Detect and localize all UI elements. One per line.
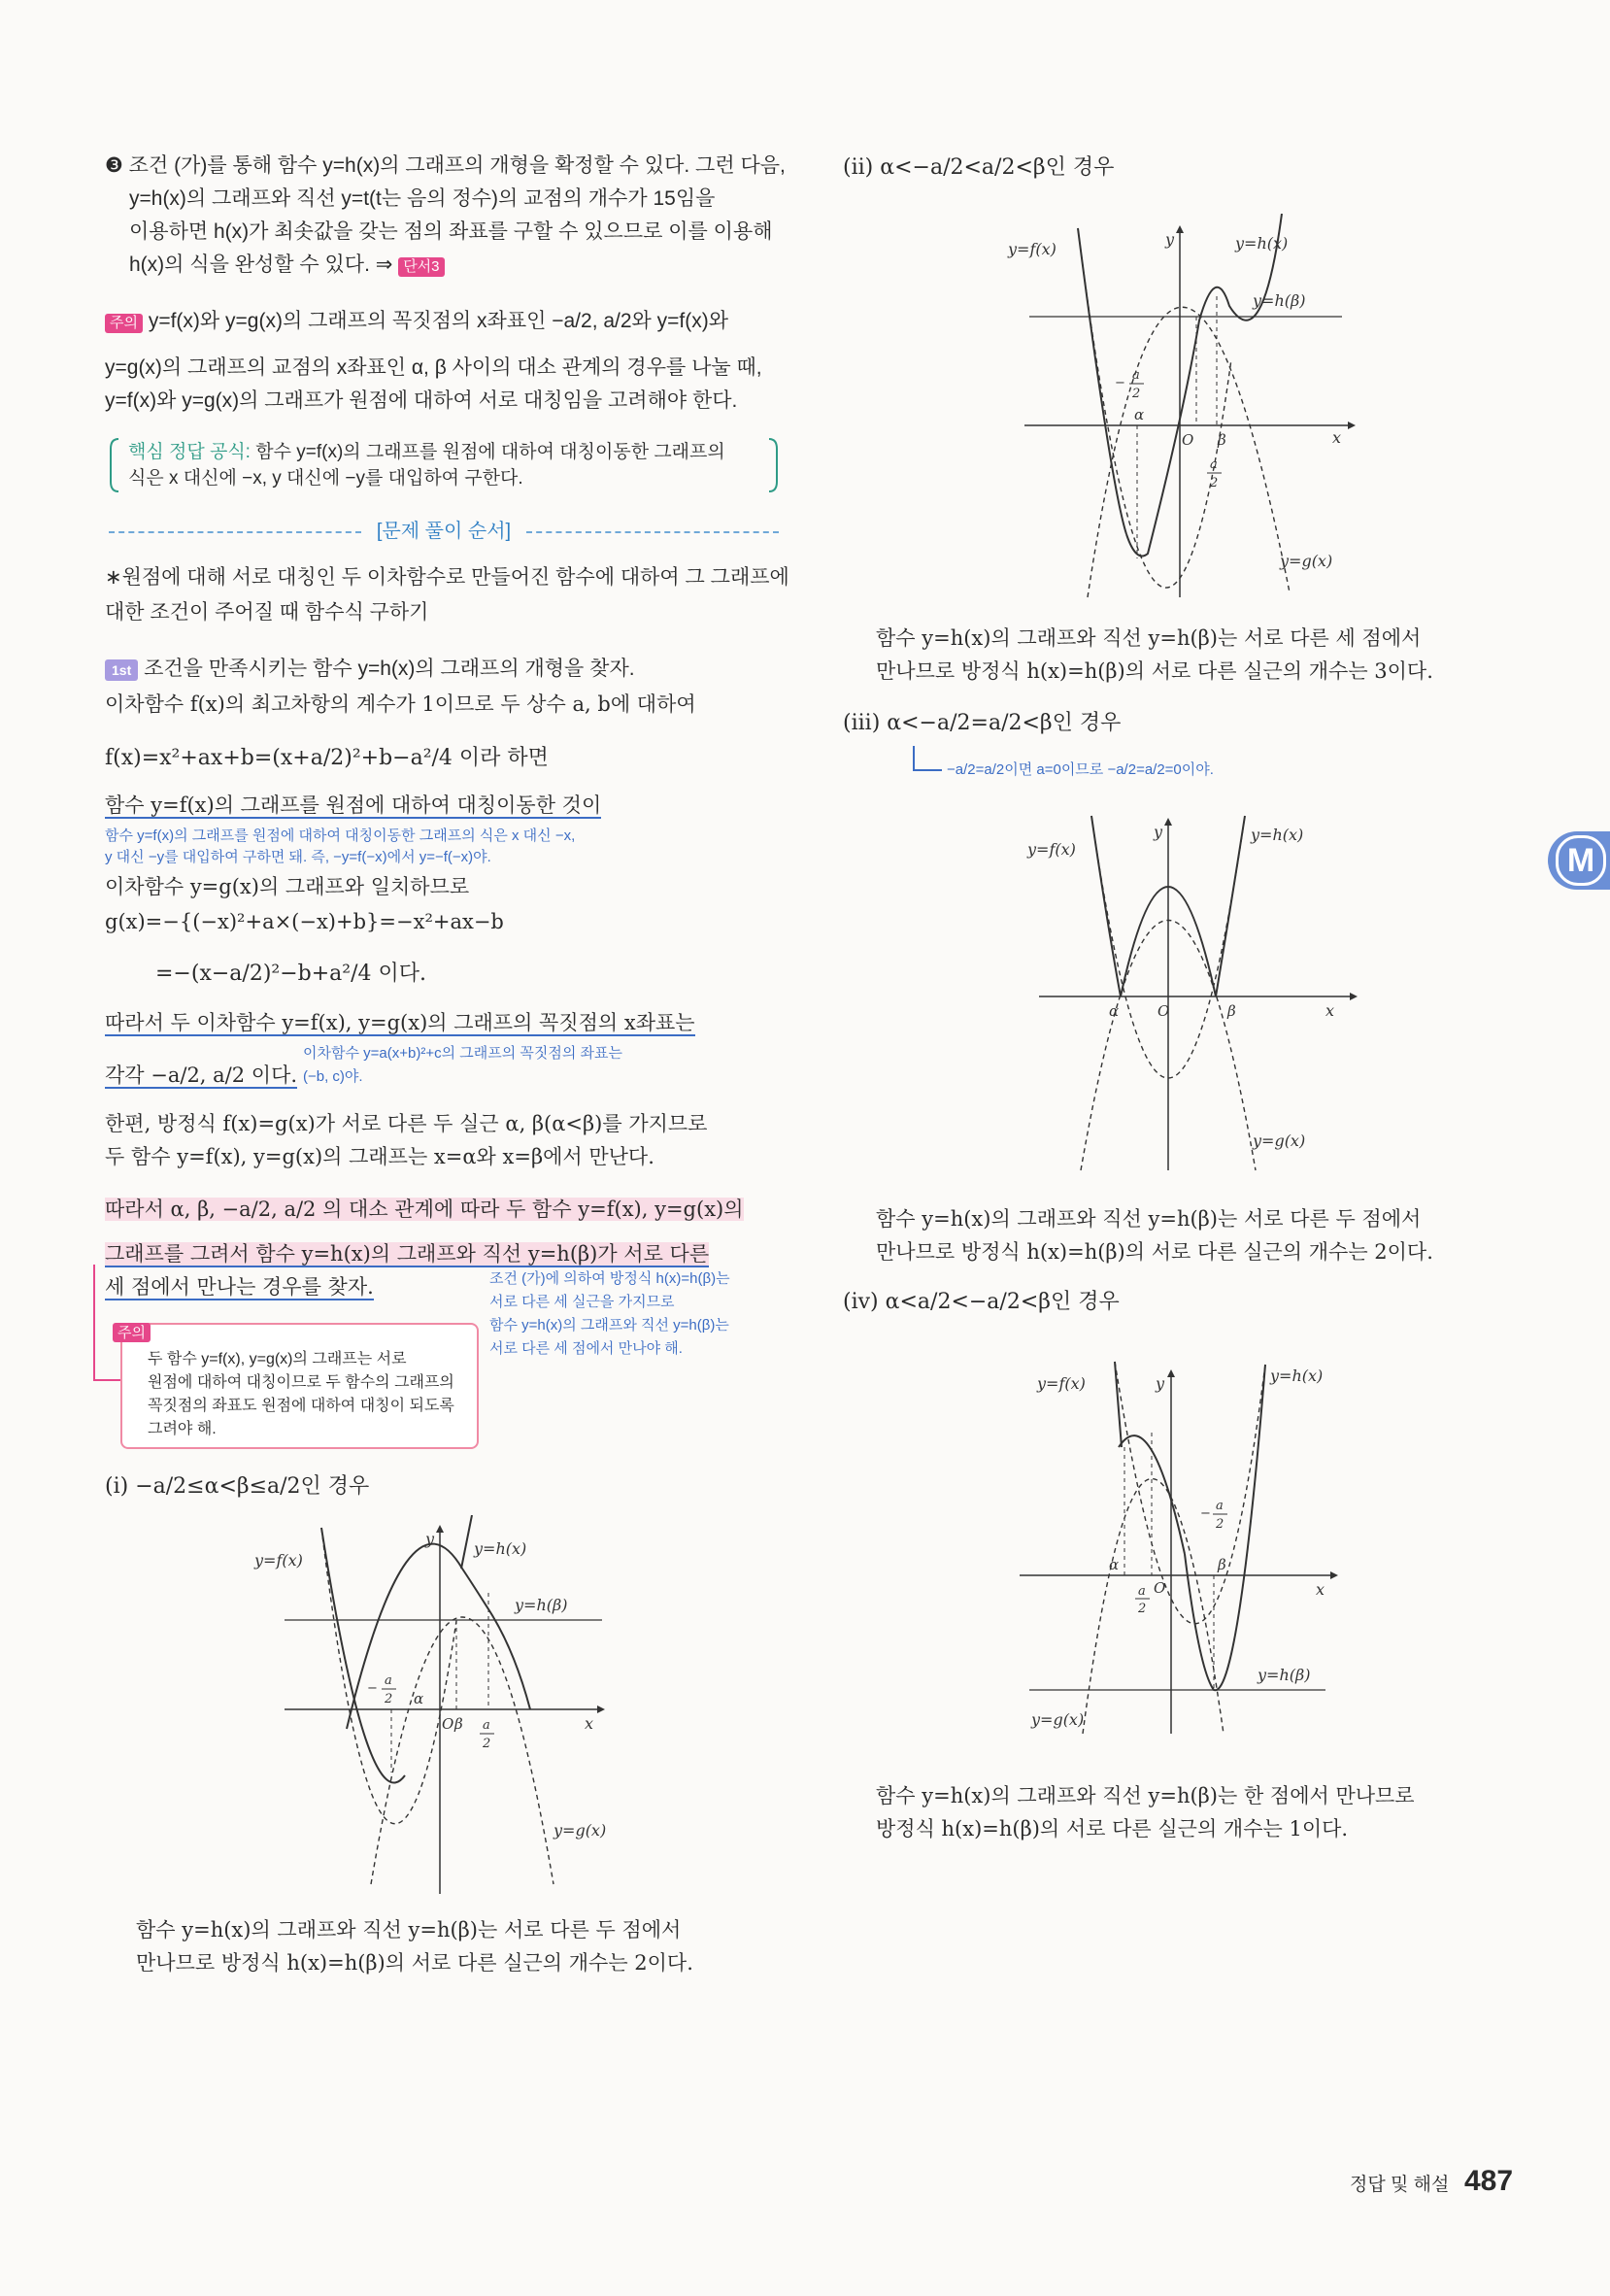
step1-note8: 서로 다른 세 점에서 만나야 해. — [489, 1340, 683, 1357]
label-O: O — [1157, 1002, 1170, 1020]
x-arrow — [1330, 1571, 1338, 1579]
step1-note3: 이차함수 y=a(x+b)²+c의 그래프의 꼭짓점의 좌표는 — [303, 1045, 622, 1062]
label-y: y — [1154, 823, 1163, 841]
label-alpha: α — [1134, 406, 1145, 423]
case1-conclusion1: 함수 y=h(x)의 그래프와 직선 y=h(β)는 서로 다른 두 점에서 — [136, 1918, 682, 1941]
hint3-tag: 단서3 — [398, 257, 444, 277]
y-arrow — [436, 1525, 444, 1533]
para3-line1: ❸ 조건 (가)를 통해 함수 y=h(x)의 그래프의 개형을 확정할 수 있다. 그런 다음, — [105, 154, 786, 177]
step1-title-text: 조건을 만족시키는 함수 y=h(x)의 그래프의 개형을 찾자. — [144, 658, 635, 680]
g-curve-dashed — [371, 1617, 553, 1884]
label-yf: y=f(x) — [1008, 240, 1057, 258]
step1-l9: 한편, 방정식 f(x)=g(x)가 서로 다른 두 실근 α, β(α<β)를 가지므로 — [105, 1112, 708, 1135]
label-neg: − — [1200, 1506, 1211, 1521]
step1-l7-text: 따라서 두 이차함수 y=f(x), y=g(x)의 그래프의 꼭짓점의 x좌표는 — [105, 1011, 695, 1034]
section-tab-label: M — [1556, 835, 1606, 886]
para3-line3: 이용하면 h(x)가 최솟값을 갖는 점의 좌표를 구할 수 있으므로 이를 이용해 — [129, 220, 773, 243]
graph-case3 — [1010, 806, 1369, 1175]
formula-line1 — [128, 439, 725, 465]
label-yh: y=h(x) — [1270, 1367, 1324, 1385]
caution2-l4: 그려야 해. — [148, 1421, 217, 1437]
order-title-row — [109, 518, 779, 547]
step1-l1: 이차함수 f(x)의 최고차항의 계수가 1이므로 두 상수 a, b에 대하여 — [105, 692, 696, 716]
label-O: O — [1154, 1579, 1166, 1597]
label-yg: y=g(x) — [1253, 1131, 1306, 1150]
formula-line2: 식은 x 대신에 −x, y 대신에 −y를 대입하여 구한다. — [128, 468, 523, 489]
step1-note4: (−b, c)야. — [303, 1068, 363, 1085]
step1-note2: y 대신 −y를 대입하여 구하면 돼. 즉, −y=f(−x)에서 y=−f(−x)야. — [105, 849, 491, 865]
step1-note6: 서로 다른 세 실근을 가지므로 — [489, 1294, 675, 1310]
step1-l12-text: 그래프를 그려서 함수 y=h(x)의 그래프와 직선 y=h(β)가 서로 다른 — [105, 1242, 710, 1266]
label-yg: y=g(x) — [1031, 1710, 1085, 1729]
label-den1: 2 — [385, 1692, 393, 1706]
label-O: O — [1182, 431, 1194, 449]
formula-line1-text: 함수 y=f(x)의 그래프를 원점에 대하여 대칭이동한 그래프의 — [255, 442, 725, 462]
x-arrow — [1350, 993, 1358, 1000]
step1-l2: f(x)=x²+ax+b=(x+a/2)²+b−a²/4 이라 하면 — [105, 746, 549, 770]
caution2-l2: 원점에 대하여 대칭이므로 두 함수의 그래프의 — [148, 1374, 454, 1391]
label-den-neg: 2 — [1216, 1517, 1224, 1532]
label-x: x — [585, 1714, 594, 1733]
caution2-connector-h — [93, 1379, 122, 1381]
label-yg: y=g(x) — [553, 1821, 607, 1840]
case3-note-connector — [913, 746, 915, 771]
f-curve-solid-left — [1115, 1362, 1122, 1447]
label-y: y — [425, 1530, 435, 1548]
label-yg: y=g(x) — [1280, 552, 1333, 570]
page-number: 487 — [1464, 2165, 1514, 2197]
caution1-line1-text: y=f(x)와 y=g(x)의 그래프의 꼭짓점의 x좌표인 −a/2, a/2와 y=f(x)와 — [148, 310, 729, 332]
footer-label: 정답 및 해설 — [1350, 2175, 1450, 2195]
case3-note: −a/2=a/2이면 a=0이므로 −a/2=a/2=0이야. — [947, 761, 1214, 778]
graph-case2 — [990, 214, 1359, 602]
label-num2: a — [483, 1718, 490, 1733]
label-beta: β — [1218, 431, 1226, 449]
case2-conclusion2: 만나므로 방정식 h(x)=h(β)의 서로 다른 실근의 개수는 3이다. — [876, 659, 1433, 683]
caution2-l3: 꼭짓점의 좌표도 원점에 대하여 대칭이 되도록 — [148, 1398, 454, 1414]
label-y: y — [1156, 1374, 1165, 1393]
label-num1: a — [385, 1673, 392, 1688]
label-yhb: y=h(β) — [1253, 291, 1306, 310]
formula-box — [109, 437, 779, 493]
step1-title — [105, 653, 635, 686]
order-dash-left — [109, 531, 361, 533]
formula-label: 핵심 정답 공식: — [128, 442, 251, 462]
case3-conclusion1: 함수 y=h(x)의 그래프와 직선 y=h(β)는 서로 다른 두 점에서 — [876, 1207, 1422, 1231]
step1-l10: 두 함수 y=f(x), y=g(x)의 그래프는 x=α와 x=β에서 만난다. — [105, 1145, 654, 1168]
f-curve-solid-right — [1216, 816, 1245, 996]
h-curve-upper — [461, 1515, 472, 1569]
g-curve-dashed — [1088, 307, 1290, 597]
y-arrow — [1176, 225, 1184, 233]
label-num-a2: a — [1138, 1584, 1146, 1599]
step1-note7: 함수 y=h(x)의 그래프와 직선 y=h(β)는 — [489, 1317, 729, 1334]
para3-line2: y=h(x)의 그래프와 직선 y=t(t는 음의 정수)의 교점의 개수가 15임을 — [129, 187, 716, 210]
label-yhb: y=h(β) — [1258, 1666, 1311, 1684]
caution1-line3: y=f(x)와 y=g(x)의 그래프가 원점에 대하여 서로 대칭임을 고려해야 한다. — [105, 389, 738, 412]
label-x: x — [1332, 428, 1342, 447]
label-num2: a — [1210, 457, 1218, 472]
summary-line2: 대한 조건이 주어질 때 함수식 구하기 — [105, 601, 429, 624]
label-x: x — [1316, 1580, 1325, 1599]
x-arrow — [1348, 422, 1356, 429]
para3-line4 — [129, 249, 445, 282]
section-tab[interactable] — [1548, 831, 1610, 890]
label-x: x — [1325, 1001, 1335, 1020]
case3-conclusion2: 만나므로 방정식 h(x)=h(β)의 서로 다른 실근의 개수는 2이다. — [876, 1240, 1433, 1264]
caution2-connector — [93, 1265, 95, 1381]
label-den2: 2 — [483, 1737, 491, 1751]
case3-note-connector-h — [913, 769, 942, 771]
step1-note5: 조건 (가)에 의하여 방정식 h(x)=h(β)는 — [489, 1270, 730, 1287]
f-curve-solid-left — [1091, 816, 1121, 996]
case1-title: (i) −a/2≤α<β≤a/2인 경우 — [105, 1474, 370, 1499]
step1-l3-text: 함수 y=f(x)의 그래프를 원점에 대하여 대칭이동한 것이 — [105, 793, 602, 817]
step1-l8 — [105, 1059, 297, 1092]
label-yhb: y=h(β) — [515, 1596, 568, 1614]
label-num1: a — [1132, 368, 1140, 383]
step1-l8-text: 각각 −a/2, a/2 이다. — [105, 1064, 298, 1087]
step1-l13-text: 세 점에서 만나는 경우를 찾자. — [105, 1275, 374, 1299]
caution1-line2: y=g(x)의 그래프의 교점의 x좌표인 α, β 사이의 대소 관계의 경우를 나눌 때, — [105, 356, 762, 379]
step1-badge: 1st — [105, 659, 138, 681]
summary-line1: ∗원점에 대해 서로 대칭인 두 이차함수로 만들어진 함수에 대하여 그 그래프에 — [105, 566, 789, 589]
label-den2: 2 — [1210, 476, 1219, 490]
label-den-a2: 2 — [1138, 1602, 1147, 1616]
case4-conclusion1: 함수 y=h(x)의 그래프와 직선 y=h(β)는 한 점에서 만나므로 — [876, 1784, 1415, 1807]
case3-title: (iii) α<−a/2=a/2<β인 경우 — [843, 711, 1122, 735]
step1-l4: 이차함수 y=g(x)의 그래프와 일치하므로 — [105, 875, 470, 898]
label-alpha: α — [414, 1690, 424, 1707]
f-curve-dashed — [1078, 228, 1231, 588]
step1-l7 — [105, 1006, 695, 1039]
order-title: [문제 풀이 순서] — [376, 521, 512, 542]
label-y: y — [1165, 230, 1175, 249]
step1-l11 — [105, 1193, 744, 1226]
step1-l3 — [105, 789, 601, 822]
graph-case4 — [990, 1350, 1359, 1739]
label-num-neg: a — [1216, 1499, 1224, 1513]
label-yh: y=h(x) — [1235, 234, 1289, 253]
para3-line4-text: h(x)의 식을 완성할 수 있다. ⇒ — [129, 253, 393, 276]
label-beta: β — [1218, 1556, 1226, 1573]
caution1-line1 — [105, 305, 728, 338]
label-yf: y=f(x) — [1037, 1374, 1086, 1393]
label-neg: − — [1115, 376, 1125, 390]
f-curve-solid — [321, 1528, 405, 1783]
y-arrow — [1164, 818, 1172, 826]
step1-l11-text: 따라서 α, β, −a/2, a/2 의 대소 관계에 따라 두 함수 y=f(x), y=g(x)의 — [105, 1198, 744, 1221]
label-alpha: α — [1109, 1556, 1120, 1573]
order-dash-right — [526, 531, 779, 533]
label-O: O — [442, 1715, 454, 1733]
x-arrow — [597, 1705, 605, 1713]
case2-title: (ii) α<−a/2<a/2<β인 경우 — [843, 155, 1115, 180]
label-alpha: α — [1109, 1002, 1120, 1020]
case4-conclusion2: 방정식 h(x)=h(β)의 서로 다른 실근의 개수는 1이다. — [876, 1817, 1349, 1840]
caution2-tag: 주의 — [113, 1323, 151, 1342]
caution2-l1: 두 함수 y=f(x), y=g(x)의 그래프는 서로 — [148, 1351, 407, 1367]
label-yh: y=h(x) — [474, 1539, 527, 1558]
step1-l5: g(x)=−{(−x)²+a×(−x)+b}=−x²+ax−b — [105, 910, 504, 933]
case2-conclusion1: 함수 y=h(x)의 그래프와 직선 y=h(β)는 서로 다른 세 점에서 — [876, 626, 1422, 650]
label-yh: y=h(x) — [1251, 826, 1304, 844]
y-arrow — [1167, 1369, 1175, 1377]
label-den1: 2 — [1132, 387, 1141, 401]
label-yf: y=f(x) — [254, 1551, 303, 1570]
caution2-box — [117, 1323, 479, 1449]
graph-case1 — [243, 1515, 612, 1894]
step1-l12 — [105, 1237, 709, 1270]
step1-note1: 함수 y=f(x)의 그래프를 원점에 대하여 대칭이동한 그래프의 식은 x 대신 −x, — [105, 827, 576, 844]
h-curve-solid-right — [1185, 1365, 1265, 1690]
h-curve-solid — [1126, 214, 1282, 557]
caution-tag: 주의 — [105, 314, 143, 333]
case1-conclusion2: 만나므로 방정식 h(x)=h(β)의 서로 다른 실근의 개수는 2이다. — [136, 1951, 693, 1975]
step1-l13 — [105, 1270, 374, 1303]
case4-title: (iv) α<a/2<−a/2<β인 경우 — [843, 1290, 1120, 1314]
step1-l6: =−(x−a/2)²−b+a²/4 이다. — [155, 962, 427, 986]
label-neg: − — [367, 1681, 378, 1696]
label-beta: β — [1227, 1002, 1236, 1020]
label-yf: y=f(x) — [1027, 840, 1076, 859]
label-beta: β — [454, 1715, 463, 1733]
